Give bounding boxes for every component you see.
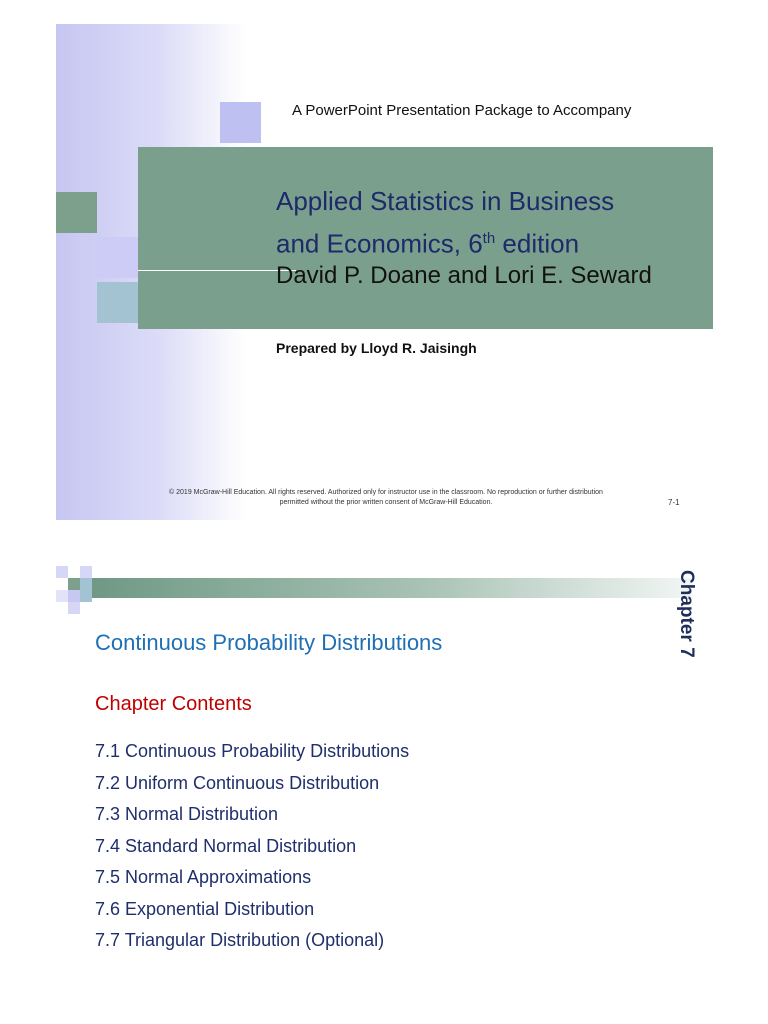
decor-square [80, 590, 92, 602]
chapter-title: Continuous Probability Distributions [95, 630, 443, 655]
list-item: 7.2 Uniform Continuous Distribution [95, 772, 380, 793]
decor-square [56, 192, 97, 233]
copyright-line1: © 2019 McGraw-Hill Education. All rights reserved. Authorized only for instructor use in the classroom. No reproduction or further distribution [169, 489, 603, 496]
presentation-caption: A PowerPoint Presentation Package to Accompany [292, 102, 632, 119]
decor-square [56, 566, 68, 578]
copyright-notice [126, 488, 646, 508]
book-title [276, 182, 614, 263]
chapter-tab-label: Chapter 7 [676, 570, 697, 658]
book-authors: David P. Doane and Lori E. Seward [276, 262, 652, 289]
decor-square [68, 602, 80, 614]
title-slide [56, 24, 713, 520]
decor-square [80, 578, 92, 590]
header-gradient-bar [92, 578, 692, 598]
book-title-line2: and Economics, 6th edition [276, 228, 580, 259]
book-title-line1: Applied Statistics in Business [276, 186, 615, 216]
title-divider [138, 270, 296, 271]
list-item: 7.3 Normal Distribution [95, 804, 279, 824]
slide-number: 7-1 [668, 498, 680, 507]
decor-square [80, 566, 92, 578]
list-item: 7.1 Continuous Probability Distributions [95, 741, 410, 761]
contents-heading: Chapter Contents [95, 693, 252, 715]
copyright-line2: permitted without the prior written consent of McGraw-Hill Education. [279, 499, 493, 506]
list-item: 7.5 Normal Approximations [95, 867, 312, 887]
decor-square [220, 102, 261, 143]
decor-square [68, 590, 80, 602]
chapter-tab [672, 570, 700, 680]
decor-square [68, 578, 80, 590]
decor-square [97, 282, 138, 323]
prepared-by: Prepared by Lloyd R. Jaisingh [276, 340, 477, 356]
contents-list [95, 736, 409, 957]
decor-square [56, 590, 68, 602]
list-item: 7.6 Exponential Distribution [95, 898, 315, 919]
list-item: 7.7 Triangular Distribution (Optional) [95, 930, 385, 950]
decor-square [97, 237, 138, 278]
list-item: 7.4 Standard Normal Distribution [95, 835, 357, 856]
